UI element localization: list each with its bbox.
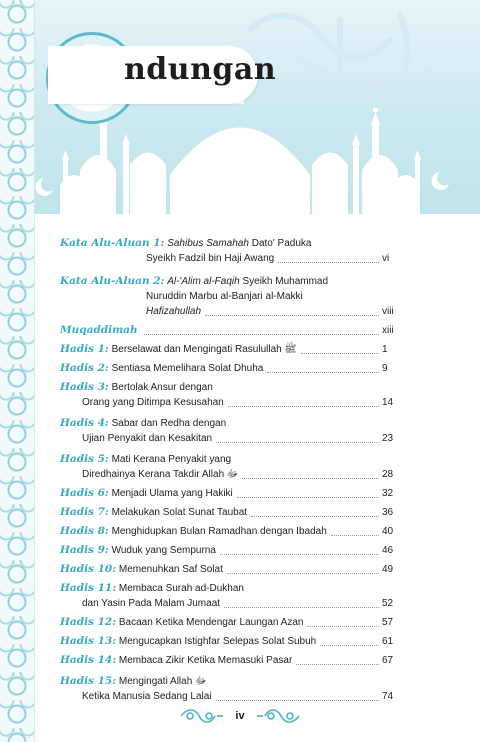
toc-entry[interactable] (60, 524, 400, 539)
toc-entry-title: Menjadi Ulama yang Hakiki (111, 488, 233, 499)
footer-ornament-left-icon (179, 707, 225, 725)
toc-entry-title: Diredhainya Kerana Takdir Allah ﷻ (82, 469, 239, 480)
toc-entry-label: Hadis 3: (60, 381, 109, 393)
page-number: iv (235, 710, 245, 722)
toc-entry[interactable] (60, 543, 400, 558)
toc-entry[interactable] (60, 581, 400, 611)
toc-entry-title: Berselawat dan Mengingati Rasulullah ﷺ (111, 344, 297, 355)
leader-dots (307, 625, 379, 627)
toc-page-number: 67 (382, 655, 394, 666)
leader-dots (144, 333, 379, 335)
toc-entry-label: Hadis 4: (60, 417, 109, 429)
toc-entry[interactable] (60, 236, 400, 266)
toc-page-number: viii (382, 306, 394, 317)
toc-entry-label: Hadis 5: (60, 453, 109, 465)
toc-page-number: 40 (382, 526, 394, 537)
toc-entry-title: Mati Kerana Penyakit yang (111, 454, 232, 465)
toc-page-number: 57 (382, 617, 394, 628)
toc-entry-title: Bacaan Ketika Mendengar Laungan Azan (118, 617, 304, 628)
leader-dots (251, 515, 379, 517)
toc-entry[interactable] (60, 380, 400, 410)
toc-entry-title: Melakukan Solat Sunat Taubat (111, 507, 248, 518)
leader-dots (224, 606, 379, 608)
toc-entry-label: Hadis 12: (60, 616, 117, 628)
toc-entry-label: Hadis 11: (60, 582, 117, 594)
toc-entry[interactable] (60, 634, 400, 649)
leader-dots (227, 572, 379, 574)
toc-entry-title: Al-'Alim al-Faqih Syeikh Muhammad (167, 276, 329, 287)
toc-entry-label: Hadis 9: (60, 544, 109, 556)
toc-entry-title: Syeikh Fadzil bin Haji Awang (146, 253, 275, 264)
toc-entry-title: Sabar dan Redha dengan (111, 418, 227, 429)
toc-page-number: 23 (382, 433, 394, 444)
toc-entry-title: Wuduk yang Sempurna (111, 545, 216, 556)
toc-page-number: 74 (382, 691, 394, 702)
leader-dots (267, 371, 379, 373)
toc-entry-title: dan Yasin Pada Malam Jumaat (82, 598, 221, 609)
footer-ornament-right-icon (255, 707, 301, 725)
leader-dots (296, 663, 379, 665)
toc-page-number: 46 (382, 545, 394, 556)
toc-entry-title: Mengingati Allah ﷻ (118, 676, 207, 687)
toc-entry-label: Kata Alu-Aluan 2: (60, 275, 165, 287)
toc-entry-title: Memenuhkan Saf Solat (118, 564, 223, 575)
toc-entry[interactable] (60, 562, 400, 577)
toc-entry[interactable] (60, 416, 400, 446)
toc-page-number: 32 (382, 488, 394, 499)
toc-page-number: 9 (382, 363, 388, 374)
toc-entry-title: Ketika Manusia Sedang Lalai (82, 691, 212, 702)
toc-entry-label: Hadis 15: (60, 675, 117, 687)
leader-dots (220, 553, 379, 555)
toc-entry-label: Hadis 10: (60, 563, 117, 575)
toc-entry[interactable] (60, 486, 400, 501)
toc-page-number: 52 (382, 598, 394, 609)
leader-dots (331, 534, 379, 536)
leader-dots (242, 477, 379, 479)
leader-dots (320, 644, 379, 646)
toc-page-number: 14 (382, 397, 394, 408)
toc-entry[interactable] (60, 615, 400, 630)
toc-entry[interactable] (60, 505, 400, 520)
leader-dots (216, 699, 379, 701)
toc-entry-label: Hadis 7: (60, 506, 109, 518)
toc-entry-title: Membaca Surah ad-Dukhan (118, 583, 244, 594)
toc-entry-title: Mengucapkan Istighfar Selepas Solat Subuh (118, 636, 317, 647)
toc-entry[interactable] (60, 653, 400, 668)
leader-dots (216, 441, 379, 443)
toc-entry-label: Kata Alu-Aluan 1: (60, 237, 165, 249)
leader-dots (278, 261, 379, 263)
toc-entry[interactable] (60, 323, 400, 338)
toc-page-number: 49 (382, 564, 394, 575)
toc-entry-label: Hadis 1: (60, 343, 109, 355)
toc-page-number: 36 (382, 507, 394, 518)
toc-entry[interactable] (60, 342, 400, 357)
leader-dots (301, 352, 379, 354)
toc-page-number: 61 (382, 636, 394, 647)
leader-dots (205, 314, 379, 316)
toc-page-number: xiii (382, 325, 394, 336)
toc-entry-label: Muqaddimah (60, 324, 138, 336)
toc-entry[interactable] (60, 452, 400, 482)
toc-entry-label: Hadis 13: (60, 635, 117, 647)
toc-entry-title: Menghidupkan Bulan Ramadhan dengan Ibadah (111, 526, 327, 537)
toc-entry-title: Nuruddin Marbu al-Banjari al-Makki (146, 291, 303, 302)
page-footer (0, 704, 480, 728)
leader-dots (237, 496, 379, 498)
toc-entry[interactable] (60, 674, 400, 704)
toc-page-number: vi (382, 253, 390, 264)
table-of-contents (60, 232, 400, 704)
toc-entry-label: Hadis 14: (60, 654, 117, 666)
toc-entry-title: Hafizahullah (146, 306, 202, 317)
toc-entry-label: Hadis 2: (60, 362, 109, 374)
toc-entry-label: Hadis 8: (60, 525, 109, 537)
decorative-left-border (0, 0, 35, 742)
toc-entry[interactable] (60, 361, 400, 376)
toc-page-number: 28 (382, 469, 394, 480)
toc-entry-title: Orang yang Ditimpa Kesusahan (82, 397, 224, 408)
toc-entry[interactable] (60, 274, 400, 319)
page-title: ndungan (124, 52, 277, 87)
toc-page-number: 1 (382, 344, 388, 355)
toc-entry-title: Ujian Penyakit dan Kesakitan (82, 433, 213, 444)
leader-dots (228, 405, 379, 407)
toc-entry-title: Sahibus Samahah Dato' Paduka (167, 238, 312, 249)
toc-entry-title: Bertolak Ansur dengan (111, 382, 213, 393)
toc-entry-label: Hadis 6: (60, 487, 109, 499)
toc-entry-title: Membaca Zikir Ketika Memasuki Pasar (118, 655, 293, 666)
toc-entry-title: Sentiasa Memelihara Solat Dhuha (111, 363, 264, 374)
